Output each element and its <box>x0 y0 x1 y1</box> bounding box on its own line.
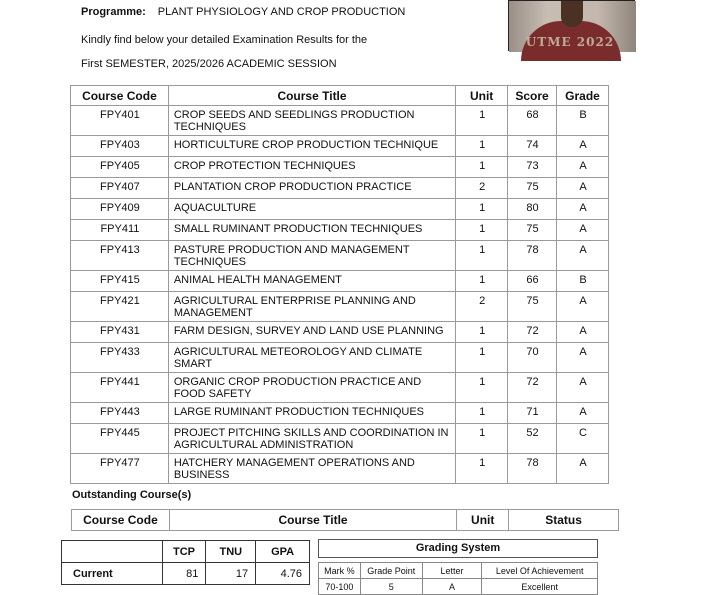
course-title: CROP SEEDS AND SEEDLINGS PRODUCTION TECHNIQUES <box>168 106 455 136</box>
grading-header-row <box>319 563 598 579</box>
programme-label: Programme: <box>81 6 146 18</box>
grading-letter: A <box>422 579 482 595</box>
gpa-col-gpa: GPA <box>256 541 310 563</box>
gpa-current-tnu: 17 <box>206 563 256 585</box>
photo-stamp: UTME 2022 <box>525 35 615 49</box>
course-title: AQUACULTURE <box>168 199 455 220</box>
course-grade: B <box>557 106 609 136</box>
course-grade: A <box>557 178 609 199</box>
course-code: FPY421 <box>71 292 169 322</box>
course-unit: 1 <box>456 322 508 343</box>
course-unit: 1 <box>456 403 508 424</box>
intro-line-1: Kindly find below your detailed Examination Results for the <box>81 34 368 46</box>
course-code: FPY415 <box>71 271 169 292</box>
results-header-row <box>71 86 609 106</box>
grading-col-mark: Mark % <box>319 563 361 579</box>
course-title: CROP PROTECTION TECHNIQUES <box>168 157 455 178</box>
gpa-col-tnu: TNU <box>206 541 256 563</box>
gpa-current-label: Current <box>62 563 163 585</box>
course-grade: A <box>557 241 609 271</box>
course-score: 68 <box>508 106 557 136</box>
course-unit: 1 <box>456 136 508 157</box>
course-code: FPY431 <box>71 322 169 343</box>
course-grade: A <box>557 199 609 220</box>
course-score: 70 <box>508 343 557 373</box>
course-unit: 1 <box>456 157 508 178</box>
course-unit: 1 <box>456 220 508 241</box>
table-row <box>71 292 609 322</box>
course-code: FPY409 <box>71 199 169 220</box>
course-score: 75 <box>508 292 557 322</box>
course-score: 71 <box>508 403 557 424</box>
course-score: 74 <box>508 136 557 157</box>
gpa-col-tcp: TCP <box>162 541 206 563</box>
course-grade: B <box>557 271 609 292</box>
grading-table <box>318 562 598 595</box>
course-grade: A <box>557 220 609 241</box>
table-row <box>71 178 609 199</box>
course-code: FPY477 <box>71 454 169 484</box>
grading-col-letter: Letter <box>422 563 482 579</box>
programme-value: PLANT PHYSIOLOGY AND CROP PRODUCTION <box>157 6 406 18</box>
course-code: FPY445 <box>71 424 169 454</box>
course-score: 72 <box>508 373 557 403</box>
course-score: 78 <box>508 454 557 484</box>
course-title: HATCHERY MANAGEMENT OPERATIONS AND BUSINESS <box>168 454 455 484</box>
course-unit: 1 <box>456 241 508 271</box>
gpa-current-row <box>62 563 310 585</box>
table-row <box>71 322 609 343</box>
course-title: ORGANIC CROP PRODUCTION PRACTICE AND FOOD SAFETY <box>168 373 455 403</box>
table-row <box>71 343 609 373</box>
col-unit: Unit <box>457 510 509 531</box>
course-grade: A <box>557 157 609 178</box>
col-course-title: Course Title <box>169 510 456 531</box>
course-title: AGRICULTURAL METEOROLOGY AND CLIMATE SMART <box>168 343 455 373</box>
col-course-code: Course Code <box>72 510 170 531</box>
course-code: FPY433 <box>71 343 169 373</box>
outstanding-header-row <box>72 510 619 531</box>
course-score: 80 <box>508 199 557 220</box>
grading-system-title: Grading System <box>318 539 598 558</box>
table-row <box>71 373 609 403</box>
table-row <box>71 199 609 220</box>
col-score: Score <box>508 86 557 106</box>
course-grade: A <box>557 136 609 157</box>
course-grade: A <box>557 322 609 343</box>
course-grade: A <box>557 373 609 403</box>
course-grade: A <box>557 343 609 373</box>
course-unit: 1 <box>456 424 508 454</box>
grading-point: 5 <box>360 579 422 595</box>
outstanding-table <box>71 509 619 531</box>
gpa-col-blank <box>62 541 163 563</box>
course-unit: 2 <box>456 292 508 322</box>
passport-photo <box>508 0 635 51</box>
gpa-current-gpa: 4.76 <box>256 563 310 585</box>
course-code: FPY441 <box>71 373 169 403</box>
table-row <box>71 241 609 271</box>
grading-col-level: Level Of Achievement <box>482 563 598 579</box>
course-code: FPY405 <box>71 157 169 178</box>
course-unit: 1 <box>456 199 508 220</box>
course-title: PROJECT PITCHING SKILLS AND COORDINATION IN AGRICULTURAL ADMINISTRATION <box>168 424 455 454</box>
course-title: ANIMAL HEALTH MANAGEMENT <box>168 271 455 292</box>
course-score: 73 <box>508 157 557 178</box>
col-course-title: Course Title <box>168 86 455 106</box>
course-score: 72 <box>508 322 557 343</box>
gpa-current-tcp: 81 <box>162 563 206 585</box>
course-code: FPY413 <box>71 241 169 271</box>
col-unit: Unit <box>456 86 508 106</box>
table-row <box>71 271 609 292</box>
grading-mark: 70-100 <box>319 579 361 595</box>
course-code: FPY411 <box>71 220 169 241</box>
course-grade: A <box>557 292 609 322</box>
course-title: SMALL RUMINANT PRODUCTION TECHNIQUES <box>168 220 455 241</box>
course-score: 78 <box>508 241 557 271</box>
course-unit: 2 <box>456 178 508 199</box>
course-score: 66 <box>508 271 557 292</box>
gpa-table <box>61 540 310 585</box>
course-score: 75 <box>508 220 557 241</box>
course-code: FPY407 <box>71 178 169 199</box>
course-unit: 1 <box>456 106 508 136</box>
course-grade: A <box>557 454 609 484</box>
grading-col-point: Grade Point <box>360 563 422 579</box>
table-row <box>71 220 609 241</box>
course-unit: 1 <box>456 271 508 292</box>
outstanding-title: Outstanding Course(s) <box>72 489 192 501</box>
course-code: FPY443 <box>71 403 169 424</box>
course-code: FPY401 <box>71 106 169 136</box>
grading-level: Excellent <box>482 579 598 595</box>
course-unit: 1 <box>456 373 508 403</box>
programme-line <box>81 6 405 18</box>
course-title: FARM DESIGN, SURVEY AND LAND USE PLANNING <box>168 322 455 343</box>
table-row <box>71 157 609 178</box>
table-row <box>71 424 609 454</box>
col-course-code: Course Code <box>71 86 169 106</box>
course-score: 52 <box>508 424 557 454</box>
course-title: LARGE RUMINANT PRODUCTION TECHNIQUES <box>168 403 455 424</box>
col-status: Status <box>509 510 619 531</box>
course-title: HORTICULTURE CROP PRODUCTION TECHNIQUE <box>168 136 455 157</box>
col-grade: Grade <box>557 86 609 106</box>
course-title: AGRICULTURAL ENTERPRISE PLANNING AND MANAGEMENT <box>168 292 455 322</box>
table-row <box>71 136 609 157</box>
table-row <box>71 403 609 424</box>
course-grade: C <box>557 424 609 454</box>
course-grade: A <box>557 403 609 424</box>
gpa-header-row <box>62 541 310 563</box>
table-row <box>71 454 609 484</box>
table-row <box>71 106 609 136</box>
course-title: PLANTATION CROP PRODUCTION PRACTICE <box>168 178 455 199</box>
intro-line-2: First SEMESTER, 2025/2026 ACADEMIC SESSION <box>81 58 337 70</box>
course-code: FPY403 <box>71 136 169 157</box>
course-unit: 1 <box>456 343 508 373</box>
course-unit: 1 <box>456 454 508 484</box>
results-table <box>70 85 609 484</box>
grading-row <box>319 579 598 595</box>
course-title: PASTURE PRODUCTION AND MANAGEMENT TECHNIQUES <box>168 241 455 271</box>
course-score: 75 <box>508 178 557 199</box>
